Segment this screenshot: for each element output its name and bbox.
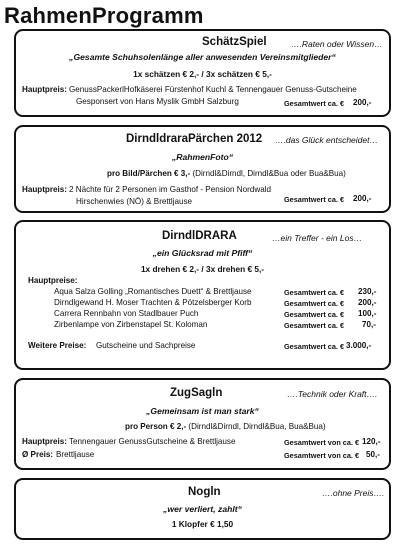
prize-item-name: Aqua Salza Golling „Romantisches Duett“ & Brettljause: [54, 287, 252, 296]
prize-label: Hauptpreis:: [22, 437, 67, 446]
prize-text-2: Hirschenwies (NÖ) & Brettljause: [76, 197, 193, 206]
total-label: Gesamtwert ca. €: [284, 99, 345, 108]
total-value: 200,-: [353, 98, 372, 107]
prize-item-name: Zirbenlampe von Zirbenstapel St. Koloman: [54, 320, 208, 329]
section-motto: ….Raten oder Wissen…: [291, 39, 383, 49]
section-price: [125, 422, 326, 431]
price-detail: (Dirndl&Dirndl, Dirndl&Bua oder Bua&Bua): [190, 169, 346, 178]
total-value: 200,-: [353, 194, 372, 203]
total-label: Gesamtwert ca. €: [284, 342, 345, 351]
page-title: RahmenProgramm: [4, 3, 204, 28]
section-dirndldrara-paerchen: [14, 125, 391, 213]
total-value: 3.000,-: [346, 341, 372, 350]
prize-item-value: 200,-: [358, 298, 377, 307]
section-tagline: „ein Glücksrad mit Pfiff“: [152, 248, 253, 258]
prize-item-label: Gesamtwert ca. €: [284, 310, 345, 319]
section-motto: ….das Glück entscheidet…: [275, 135, 378, 145]
prize-text: 2 Nächte für 2 Personen im Gasthof - Pension Nordwald: [69, 185, 271, 194]
section-price: 1 Klopfer € 1,50: [171, 519, 234, 529]
section-title: ZugSagln: [170, 387, 223, 399]
section-price: 1x drehen € 2,- / 3x drehen € 5,-: [140, 264, 265, 274]
prize-item-label: Gesamtwert ca. €: [284, 288, 345, 297]
prize-label: Hauptpreis:: [22, 185, 67, 194]
section-schaetzspiel: [14, 29, 391, 117]
further-prizes-label: Weitere Preise:: [28, 341, 87, 350]
section-title: DirndlDRARA: [162, 230, 237, 242]
prize-sponsor: Gesponsert von Hans Myslik GmbH Salzburg: [76, 97, 239, 106]
section-tagline: „Gesamte Schuhsolenlänge aller anwesenden Vereinsmitglieder“: [69, 52, 336, 62]
prize-item-value: 70,-: [362, 320, 376, 329]
total-label: Gesamtwert ca. €: [284, 195, 345, 204]
section-title: DirndldraraPärchen 2012: [126, 133, 263, 145]
section-motto: ….ohne Preis….: [322, 488, 385, 498]
section-price: [107, 169, 346, 178]
section-title: SchätzSpiel: [202, 36, 267, 48]
section-motto: ….Technik oder Kraft….: [287, 389, 378, 399]
section-tagline: „Gemeinsam ist man stark“: [146, 406, 259, 416]
prize-total-value: 120,-: [362, 437, 381, 446]
section-nogln: [14, 478, 391, 540]
avg-total-value: 50,-: [366, 450, 380, 459]
prize-item-name: Carrera Rennbahn von Stadlbauer Puch: [54, 309, 199, 318]
price-main: pro Bild/Pärchen € 3,-: [107, 169, 191, 178]
avg-prize-text: Brettljause: [56, 450, 95, 459]
price-detail: (Dirndl&Dirndl, Dirndl&Bua, Bua&Bua): [186, 422, 326, 431]
prize-label: Hauptpreis:: [22, 85, 67, 94]
prize-item-name: Dirndlgewand H. Moser Trachten & Pötzelsberger Korb: [54, 298, 252, 307]
prize-text: GenussPackerlHofkäserei Fürstenhof Kuchl & Tennengauer Genuss-Gutscheine: [69, 85, 357, 94]
avg-prize-label: Ø Preis:: [22, 450, 54, 459]
section-motto: …ein Treffer - ein Los…: [272, 233, 363, 243]
prize-item-label: Gesamtwert ca. €: [284, 321, 345, 330]
section-price: 1x schätzen € 2,- / 3x schätzen € 5,-: [133, 69, 272, 79]
avg-total-label: Gesamtwert von ca. €: [284, 451, 360, 460]
price-main: pro Person € 2,-: [125, 422, 187, 431]
section-title: Nogln: [188, 486, 221, 498]
further-prizes-text: Gutscheine und Sachpreise: [96, 341, 196, 350]
section-zugsagln: [14, 378, 391, 470]
section-dirndldrara: [14, 220, 391, 370]
prizes-heading: Hauptpreise:: [28, 276, 78, 285]
prize-total-label: Gesamtwert von ca. €: [284, 438, 360, 447]
section-tagline: „RahmenFoto“: [171, 152, 234, 162]
prize-item-value: 230,-: [358, 287, 377, 296]
section-tagline: „wer verliert, zahlt“: [163, 504, 242, 514]
prize-item-value: 100,-: [358, 309, 377, 318]
prize-item-label: Gesamtwert ca. €: [284, 299, 345, 308]
prize-text: Tennengauer GenussGutscheine & Brettljause: [69, 437, 236, 446]
